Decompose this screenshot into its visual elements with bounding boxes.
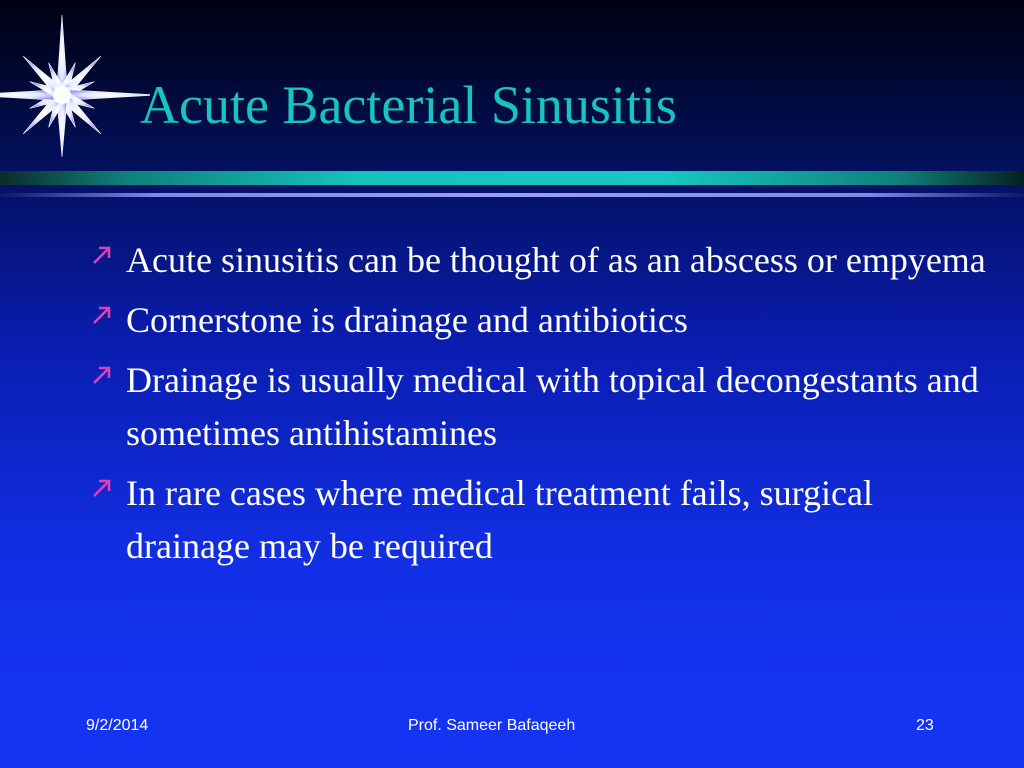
bullet-list bbox=[90, 234, 990, 580]
bullet-item bbox=[90, 294, 990, 347]
bullet-item bbox=[90, 234, 990, 287]
footer-author: Prof. Sameer Bafaqeeh bbox=[408, 717, 576, 734]
diagonal-arrow-icon bbox=[90, 243, 114, 267]
bullet-item bbox=[90, 354, 990, 460]
diagonal-arrow-icon bbox=[90, 363, 114, 387]
bullet-item bbox=[90, 467, 990, 573]
bullet-text: Acute sinusitis can be thought of as an abscess or empyema bbox=[126, 240, 986, 280]
bullet-text: Cornerstone is drainage and antibiotics bbox=[126, 300, 688, 340]
diagonal-arrow-icon bbox=[90, 476, 114, 500]
page-number: 23 bbox=[916, 717, 934, 734]
bullet-text: In rare cases where medical treatment fails, surgical drainage may be required bbox=[126, 473, 873, 566]
footer-date: 9/2/2014 bbox=[86, 717, 149, 734]
bullet-text: Drainage is usually medical with topical decongestants and sometimes antihistamines bbox=[126, 360, 979, 453]
title-divider-bar bbox=[0, 171, 1024, 185]
starburst-icon bbox=[0, 0, 150, 190]
title-divider-line bbox=[0, 193, 1024, 197]
slide-title: Acute Bacterial Sinusitis bbox=[140, 75, 677, 135]
diagonal-arrow-icon bbox=[90, 303, 114, 327]
